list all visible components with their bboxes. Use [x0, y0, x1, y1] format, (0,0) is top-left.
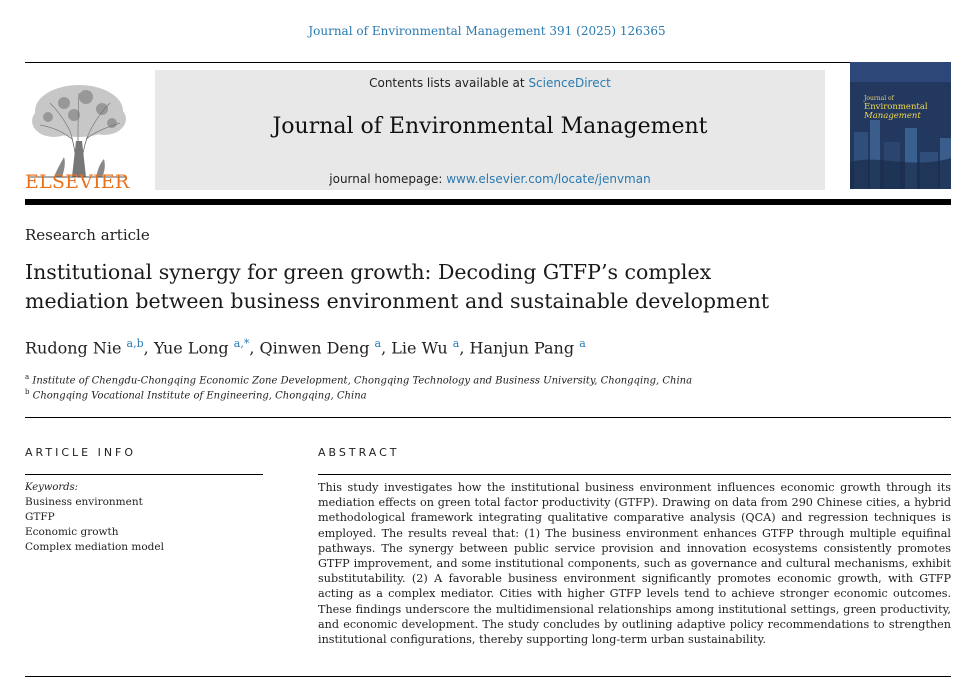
affiliation-divider [25, 417, 951, 418]
author-affil-mark[interactable]: a [452, 337, 460, 350]
author-affil-mark[interactable]: a [579, 337, 586, 350]
header-thick-divider [25, 199, 951, 205]
article-info-heading: ARTICLE INFO [25, 446, 137, 459]
journal-title: Journal of Environmental Management [272, 114, 708, 139]
author-name[interactable]: Qinwen Deng [259, 338, 370, 358]
article-type: Research article [25, 226, 150, 244]
author-name[interactable]: Rudong Nie [25, 338, 122, 358]
contents-prefix: Contents lists available at [369, 76, 529, 90]
cover-line-3: Management [864, 111, 921, 121]
author-list: Rudong Nie $^{a,b}$, Yue Long $^{a,*}$, Qinwen Deng $^a$, Lie Wu $^a$, Hanjun Pang $^a$ [25, 337, 586, 358]
abstract-divider [318, 474, 951, 475]
article-info-divider [25, 474, 263, 475]
affiliation-text: Chongqing Vocational Institute of Engineering, Chongqing, China [32, 390, 367, 402]
contents-line [155, 76, 825, 90]
homepage-line [155, 172, 825, 186]
keyword: GTFP [25, 511, 55, 523]
author-affil-mark[interactable]: a,* [233, 337, 250, 350]
cover-title [864, 94, 928, 121]
homepage-prefix: journal homepage: [329, 172, 447, 186]
bottom-divider [25, 676, 951, 677]
abstract-body: This study investigates how the institutional business environment influences economic growth through its mediation effects on green total factor productivity (GTFP). Drawing on data from 290 Chinese cities, a hybrid methodological framework integrating qualitative comparative analysis (QCA) and regression techniques is employed. The results reveal that: (1) The business environment enhances GTFP through multiple equifinal pathways. The synergy between public service provision and innovation ecosystems consistently promotes GTFP improvement, and some institutional components, such as governance and cultural mechanisms, exhibit substitutability. (2) A favorable business environment significantly promotes economic growth, with GTFP acting as a complex mediator. Cities with higher GTFP levels tend to achieve stronger economic outcomes. These findings underscore the multidimensional relationships among institutional settings, green productivity, and economic development. The study concludes by outlining adaptive policy recommendations to strengthen institutional configurations, thereby supporting long-term urban sustainability. [318, 481, 951, 647]
cover-line-2: Environmental [864, 102, 928, 112]
author-affil-mark[interactable]: a [374, 337, 382, 350]
author-name[interactable]: Yue Long [153, 338, 229, 358]
journal-citation[interactable]: Journal of Environmental Management 391 (2025) 126365 [308, 24, 666, 38]
affiliation-mark: a [25, 373, 30, 381]
homepage-link[interactable]: www.elsevier.com/locate/jenvman [446, 172, 651, 186]
affiliation [25, 373, 692, 386]
affiliation [25, 388, 367, 401]
keyword: Economic growth [25, 526, 119, 538]
top-divider [25, 62, 951, 63]
author-name[interactable]: Lie Wu [391, 338, 448, 358]
cover-skyline-art [850, 62, 951, 189]
journal-banner [155, 70, 825, 190]
cover-line-1: Journal of [864, 95, 894, 102]
keyword: Business environment [25, 496, 143, 508]
author-name[interactable]: Hanjun Pang [469, 338, 575, 358]
journal-cover-image[interactable] [850, 62, 951, 189]
elsevier-wordmark: ELSEVIER [25, 171, 130, 193]
keywords-label: Keywords: [25, 482, 79, 493]
article-title [25, 258, 935, 316]
affiliation-text: Institute of Chengdu-Chongqing Economic Zone Development, Chongqing Technology and Business University, Chongqing, China [32, 375, 693, 387]
keyword: Complex mediation model [25, 541, 164, 553]
author-affil-mark[interactable]: a,b [126, 337, 144, 350]
title-line-1: Institutional synergy for green growth: Decoding GTFP’s complex [25, 260, 712, 284]
abstract-heading: ABSTRACT [318, 446, 400, 459]
sciencedirect-link[interactable]: ScienceDirect [528, 76, 611, 90]
title-line-2: mediation between business environment and sustainable development [25, 289, 770, 313]
affiliation-mark: b [25, 388, 30, 396]
